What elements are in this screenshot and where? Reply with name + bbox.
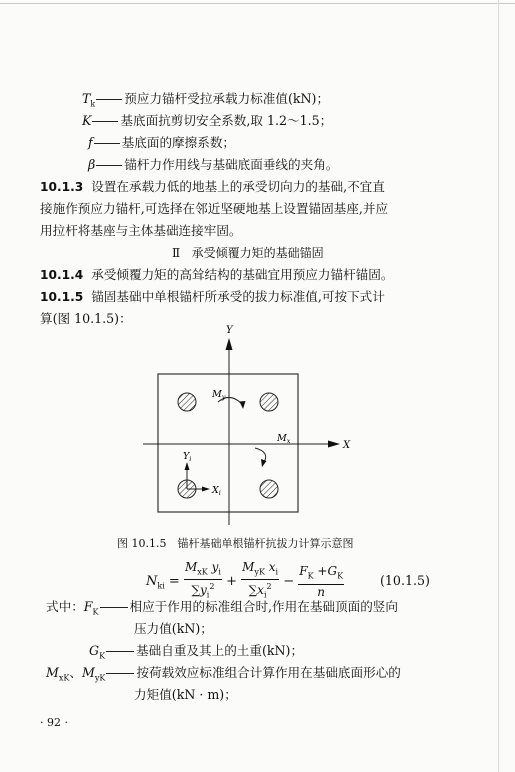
clause-number: 10.1.3 [40, 180, 84, 194]
symbol: G [89, 643, 100, 658]
symbol: f [88, 135, 93, 150]
clause-10-1-5-line2: 算(图 10.1.5)： [40, 311, 132, 326]
x-axis-label: X [343, 440, 351, 451]
symbol-subscript: xK [58, 673, 70, 683]
clause-text: 设置在承载力低的地基上的承受切向力的基础,不宜直 [91, 179, 385, 194]
clause-10-1-3-line3: 用拉杆将基座与主体基础连接牢固。 [40, 223, 242, 238]
x-axis-arrow [328, 441, 340, 448]
symbol: β [88, 157, 96, 172]
moment-x-arc [255, 448, 266, 462]
moment-y-arrowhead [240, 401, 246, 409]
clause-number: 10.1.4 [40, 268, 84, 282]
fraction-moment-x [184, 560, 222, 603]
local-x-arrow [202, 487, 210, 492]
fraction-denominator: $\sum x_i^2$ [248, 582, 272, 600]
definition-text: 基础自重及其上的土重(kN)； [136, 643, 304, 658]
definition-gk [89, 642, 303, 666]
anchor-circle-bottom-right [260, 480, 278, 498]
em-dash [106, 673, 134, 674]
fraction-denominator: $\sum y_i^2$ [191, 582, 215, 600]
moment-x-label: $M_x$ [277, 433, 291, 445]
fraction-numerator: $M_{yK}$ $x_i$ [241, 560, 279, 580]
moment-x-arrowhead [261, 459, 267, 467]
formula-lhs-sub: ki [157, 581, 165, 591]
em-dash [100, 607, 128, 608]
anchor-circle-top-right [260, 393, 278, 411]
symbol: K [82, 113, 92, 128]
definition-text: 按荷载效应标准组合计算作用在基础底面形心的 [136, 665, 401, 680]
fraction-moment-y [241, 560, 279, 603]
symbol: M [82, 665, 95, 680]
y-axis-label: Y [226, 325, 233, 336]
definition-mxk-myk-cont: 力矩值(kN · m)； [134, 687, 237, 702]
equals-sign: = [168, 573, 180, 589]
local-x-label: $X_i$ [212, 485, 221, 497]
plus-sign: + [226, 573, 237, 589]
y-axis-arrow [226, 338, 233, 350]
section-numeral: Ⅱ [172, 246, 181, 260]
symbol-subscript: K [92, 607, 99, 617]
symbol-subscript: k [90, 99, 96, 109]
definition-text: 基底面抗剪切安全系数,取 1.2～1.5； [120, 113, 333, 128]
definition-text: 基底面的摩擦系数； [121, 135, 236, 150]
anchor-circle-top-left [178, 393, 196, 411]
definition-text: 相应于作用的标准组合时,作用在基础顶面的竖向 [129, 599, 398, 614]
fraction-denominator: n [317, 584, 326, 599]
definition-text: 预应力锚杆受拉承载力标准值(kN)； [124, 91, 330, 106]
equation-number: (10.1.5) [380, 573, 430, 588]
em-dash [106, 651, 134, 652]
fraction-numerator: $M_{xK}$ $y_i$ [184, 560, 222, 580]
definition-fk [46, 598, 398, 622]
moment-y-label: $M_y$ [212, 389, 226, 401]
local-y-label: $Y_i$ [183, 451, 192, 463]
section-title: 承受倾覆力矩的基础锚固 [191, 246, 324, 260]
formula-10-1-5 [146, 560, 344, 600]
symbol: F [83, 599, 93, 614]
definition-fk-cont: 压力值(kN)； [134, 621, 213, 636]
symbol: M [46, 665, 59, 680]
symbol-subscript: yK [94, 673, 106, 683]
where-label: 式中： [46, 599, 84, 614]
symbol: T [82, 91, 91, 106]
page-number: · 92 · [40, 716, 68, 729]
clause-10-1-3-line2: 接施作预应力锚杆,可选择在邻近坚硬地基上设置锚固基座,并应 [40, 201, 389, 216]
fraction-numerator: $F_K +G_K$ [298, 564, 344, 584]
minus-sign: − [283, 573, 295, 589]
figure-caption: 图 10.1.5 锚杆基础单根锚杆抗拔力计算示意图 [117, 537, 354, 550]
clause-number: 10.1.5 [40, 290, 84, 304]
fraction-axial [298, 564, 344, 598]
formula-lhs: N [146, 573, 158, 589]
local-y-arrow [185, 462, 190, 470]
separator: 、 [69, 665, 82, 680]
definition-text: 锚杆力作用线与基础底面垂线的夹角。 [124, 157, 339, 172]
clause-text: 锚固基础中单根锚杆所承受的拔力标准值,可按下式计 [91, 289, 385, 304]
symbol-subscript: K [99, 651, 106, 661]
clause-text: 承受倾覆力矩的高耸结构的基础宜用预应力锚杆锚固。 [91, 267, 394, 282]
definition-mxk-myk [46, 664, 401, 688]
